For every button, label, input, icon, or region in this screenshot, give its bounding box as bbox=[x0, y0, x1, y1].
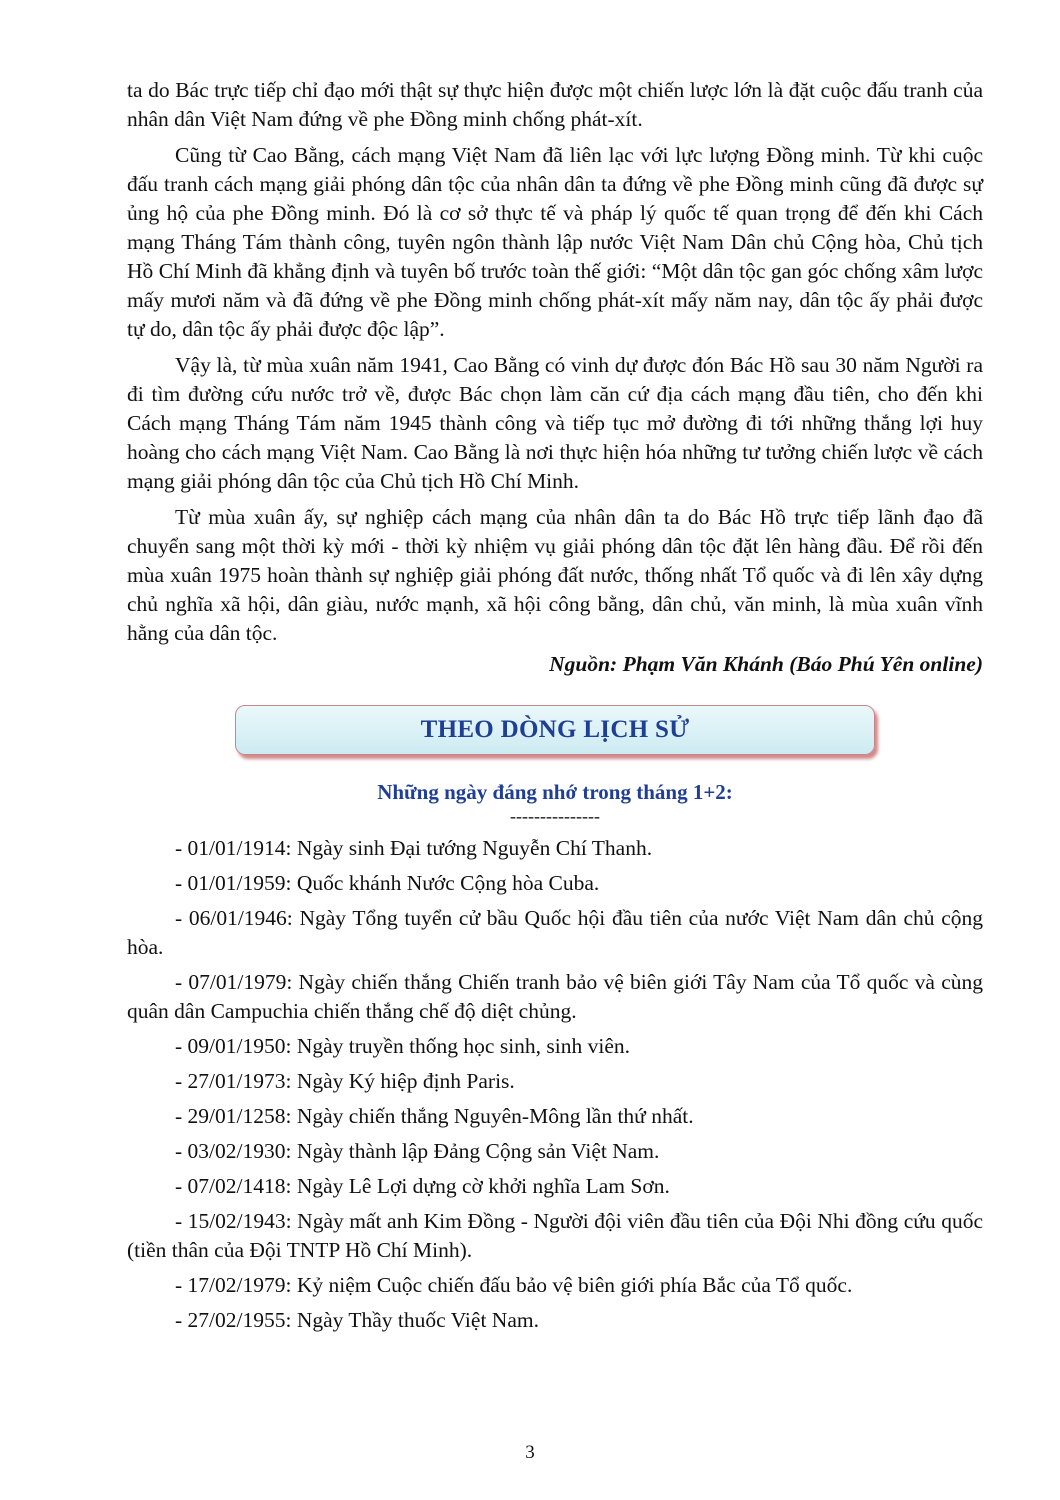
article-source: Nguồn: Phạm Văn Khánh (Báo Phú Yên online) bbox=[549, 652, 983, 676]
section-banner bbox=[235, 705, 875, 755]
article-paragraph-2: Cũng từ Cao Bằng, cách mạng Việt Nam đã liên lạc với lực lượng Đồng minh. Từ khi cuộc đấu tranh cách mạng giải phóng dân tộc của nhân dân ta đứng về phe Đồng minh cũng đã được sự ủng hộ của phe Đồng minh. Đó là cơ sở thực tế và pháp lý quốc tế quan trọng để đến khi Cách mạng Tháng Tám thành công, tuyên ngôn thành lập nước Việt Nam Dân chủ Cộng hòa, Chủ tịch Hồ Chí Minh đã khẳng định và tuyên bố trước toàn thế giới: “Một dân tộc gan góc chống xâm lược mấy mươi năm và đã đứng về phe Đồng minh chống phát-xít mấy năm nay, dân tộc ấy phải được tự do, dân tộc ấy phải được độc lập”. bbox=[127, 143, 983, 341]
event-item: - 07/02/1418: Ngày Lê Lợi dựng cờ khởi nghĩa Lam Sơn. bbox=[175, 1174, 670, 1198]
event-item: - 09/01/1950: Ngày truyền thống học sinh, sinh viên. bbox=[175, 1034, 631, 1058]
article-paragraph-1: ta do Bác trực tiếp chỉ đạo mới thật sự thực hiện được một chiến lược lớn là đặt cuộc đấu tranh của nhân dân Việt Nam đứng về phe Đồng minh chống phát-xít. bbox=[127, 78, 983, 131]
article-paragraph-4: Từ mùa xuân ấy, sự nghiệp cách mạng của nhân dân ta do Bác Hồ trực tiếp lãnh đạo đã chuyển sang một thời kỳ mới - thời kỳ nhiệm vụ giải phóng dân tộc đặt lên hàng đầu. Để rồi đến mùa xuân 1975 hoàn thành sự nghiệp giải phóng đất nước, thống nhất Tổ quốc và đi lên xây dựng chủ nghĩa xã hội, dân giàu, nước mạnh, xã hội công bằng, dân chủ, văn minh, là mùa xuân vĩnh hằng của dân tộc. bbox=[127, 505, 983, 645]
section-subheading: Những ngày đáng nhớ trong tháng 1+2: bbox=[377, 780, 733, 804]
event-item: - 01/01/1959: Quốc khánh Nước Cộng hòa Cuba. bbox=[175, 871, 600, 895]
event-item: - 17/02/1979: Kỷ niệm Cuộc chiến đấu bảo vệ biên giới phía Bắc của Tổ quốc. bbox=[175, 1273, 853, 1297]
event-item: - 27/02/1955: Ngày Thầy thuốc Việt Nam. bbox=[175, 1308, 539, 1332]
event-item: - 15/02/1943: Ngày mất anh Kim Đồng - Người đội viên đầu tiên của Đội Nhi đồng cứu quốc (tiền thân của Đội TNTP Hồ Chí Minh). bbox=[127, 1209, 983, 1262]
banner-title: THEO DÒNG LỊCH SỬ bbox=[420, 716, 690, 743]
section-banner-wrap bbox=[127, 705, 983, 755]
page-content bbox=[127, 76, 983, 1341]
page-number: 3 bbox=[525, 1442, 535, 1463]
event-item: - 03/02/1930: Ngày thành lập Đảng Cộng sản Việt Nam. bbox=[175, 1139, 660, 1163]
event-item: - 01/01/1914: Ngày sinh Đại tướng Nguyễn Chí Thanh. bbox=[175, 836, 653, 860]
event-item: - 27/01/1973: Ngày Ký hiệp định Paris. bbox=[175, 1069, 515, 1093]
article-paragraph-3: Vậy là, từ mùa xuân năm 1941, Cao Bằng có vinh dự được đón Bác Hồ sau 30 năm Người ra đi tìm đường cứu nước trở về, được Bác chọn làm căn cứ địa cách mạng đầu tiên, cho đến khi Cách mạng Tháng Tám năm 1945 thành công và tiếp tục mở đường đi tới những thắng lợi huy hoàng cho cách mạng Việt Nam. Cao Bằng là nơi thực hiện hóa những tư tưởng chiến lược về cách mạng giải phóng dân tộc của Chủ tịch Hồ Chí Minh. bbox=[127, 353, 983, 493]
event-item: - 06/01/1946: Ngày Tổng tuyển cử bầu Quốc hội đầu tiên của nước Việt Nam dân chủ cộng hòa. bbox=[127, 906, 983, 959]
event-list bbox=[127, 834, 983, 1335]
event-item: - 29/01/1258: Ngày chiến thắng Nguyên-Mông lần thứ nhất. bbox=[175, 1104, 694, 1128]
event-item: - 07/01/1979: Ngày chiến thắng Chiến tranh bảo vệ biên giới Tây Nam của Tổ quốc và cùng quân dân Campuchia chiến thắng chế độ diệt chủng. bbox=[127, 970, 983, 1023]
section-divider: --------------- bbox=[510, 806, 600, 826]
